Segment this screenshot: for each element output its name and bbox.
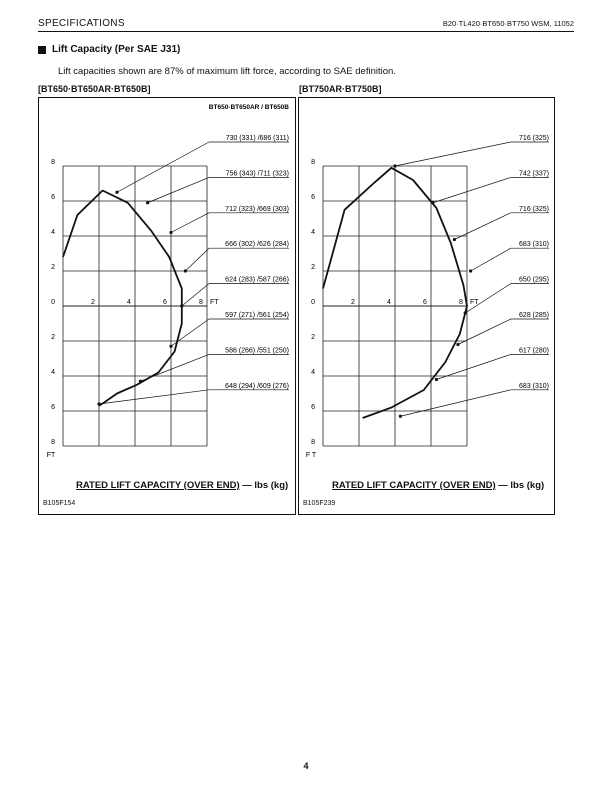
header-section-title: SPECIFICATIONS (38, 18, 125, 29)
callout-arrowhead (146, 201, 149, 204)
callout-arrowhead (453, 238, 456, 241)
x-tick-label: 6 (163, 299, 167, 306)
x-tick-label: 8 (459, 299, 463, 306)
callout-arrowhead (435, 378, 438, 381)
left-figure-code: B105F154 (43, 500, 76, 507)
header-rule (38, 31, 574, 32)
callout-label: 650 (295) (519, 276, 549, 284)
y-tick-label: 4 (311, 369, 315, 376)
y-tick-label: 0 (51, 299, 55, 306)
x-tick-label: 8 (199, 299, 203, 306)
callout-label: 683 (310) (519, 382, 549, 390)
callout-arrowhead (139, 380, 142, 383)
callout-arrowhead (464, 311, 467, 314)
y-tick-label: 6 (311, 404, 315, 411)
y-tick-label: 2 (311, 334, 315, 341)
header-model-info: B20·TL420·BT650·BT750 WSM, 11052 (442, 19, 574, 28)
callout-leader (433, 177, 511, 202)
page-number: 4 (303, 761, 309, 771)
callout-leader (117, 142, 209, 192)
callout-label: 648 (294) /609 (276) (225, 382, 289, 390)
section-description: Lift capacities shown are 87% of maximum lift force, according to SAE definition. (58, 66, 396, 77)
callout-leader (140, 354, 209, 381)
y-tick-label: 2 (311, 264, 315, 271)
right-chart-panel (298, 97, 555, 515)
right-lift-chart (299, 98, 556, 516)
left-lift-chart (39, 98, 297, 516)
callout-leader (471, 248, 511, 271)
x-tick-label: 4 (127, 299, 131, 306)
right-caption-main: RATED LIFT CAPACITY (OVER END) (332, 480, 496, 491)
right-caption (332, 480, 544, 491)
y-tick-label: 6 (311, 194, 315, 201)
callout-leader (171, 319, 209, 346)
y-tick-label: 8 (311, 159, 315, 166)
x-tick-label: 2 (91, 299, 95, 306)
y-tick-label: 6 (51, 194, 55, 201)
callout-arrowhead (469, 269, 472, 272)
callout-arrowhead (180, 304, 183, 307)
y-tick-label: 2 (51, 264, 55, 271)
y-unit-label: F T (305, 452, 317, 459)
callout-arrowhead (97, 402, 100, 405)
y-tick-label: 4 (51, 369, 55, 376)
callout-leader (171, 213, 209, 233)
right-caption-unit: — lbs (kg) (495, 480, 545, 491)
callout-label: 730 (331) /686 (311) (225, 135, 289, 142)
y-tick-label: 4 (51, 229, 55, 236)
left-caption (76, 480, 288, 491)
chart-inner-title: BT650·BT650AR / BT650B (208, 104, 289, 111)
callout-label: 742 (337) (519, 170, 549, 178)
y-tick-label: 8 (51, 159, 55, 166)
x-unit-label: FT (470, 299, 479, 306)
callout-label: 624 (283) /587 (266) (225, 276, 289, 284)
callout-label: 683 (310) (519, 241, 549, 249)
callout-label: 712 (323) /669 (303) (225, 205, 289, 213)
callout-leader (148, 177, 209, 202)
y-tick-label: 4 (311, 229, 315, 236)
callout-label: 666 (302) /626 (284) (225, 241, 289, 249)
section-heading (38, 44, 180, 55)
callout-arrowhead (431, 201, 434, 204)
callout-label: 586 (266) /551 (250) (225, 347, 289, 355)
section-heading-text: Lift Capacity (Per SAE J31) (52, 44, 181, 55)
y-unit-label: FT (46, 452, 56, 459)
callout-label: 617 (280) (519, 347, 549, 355)
y-tick-label: 0 (311, 299, 315, 306)
y-tick-label: 8 (51, 439, 55, 446)
y-tick-label: 2 (51, 334, 55, 341)
x-unit-label: FT (210, 299, 219, 306)
callout-leader (99, 390, 209, 404)
callout-arrowhead (184, 269, 187, 272)
callout-arrowhead (169, 345, 172, 348)
x-tick-label: 2 (351, 299, 355, 306)
callout-arrowhead (393, 164, 396, 167)
callout-leader (454, 213, 510, 240)
left-caption-unit: — lbs (kg) (239, 480, 289, 491)
callout-leader (458, 319, 511, 345)
callout-leader (395, 142, 511, 166)
right-panel-title: [BT750AR·BT750B] (299, 84, 382, 94)
y-tick-label: 8 (311, 439, 315, 446)
square-bullet-icon (38, 46, 46, 54)
callout-arrowhead (169, 231, 172, 234)
x-tick-label: 6 (423, 299, 427, 306)
callout-label: 716 (325) (519, 205, 549, 213)
left-chart-panel (38, 97, 296, 515)
callout-leader (185, 248, 209, 271)
callout-arrowhead (456, 343, 459, 346)
callout-arrowhead (115, 191, 118, 194)
callout-arrowhead (399, 415, 402, 418)
x-tick-label: 4 (387, 299, 391, 306)
callout-label: 756 (343) /711 (323) (225, 170, 289, 178)
callout-label: 628 (285) (519, 312, 549, 319)
callout-label: 716 (325) (519, 135, 549, 142)
y-tick-label: 6 (51, 404, 55, 411)
left-caption-main: RATED LIFT CAPACITY (OVER END) (76, 480, 240, 491)
right-figure-code: B105F239 (303, 500, 336, 507)
callout-label: 597 (271) /561 (254) (225, 312, 289, 319)
left-panel-title: [BT650·BT650AR·BT650B] (38, 84, 151, 94)
callout-leader (182, 284, 209, 306)
